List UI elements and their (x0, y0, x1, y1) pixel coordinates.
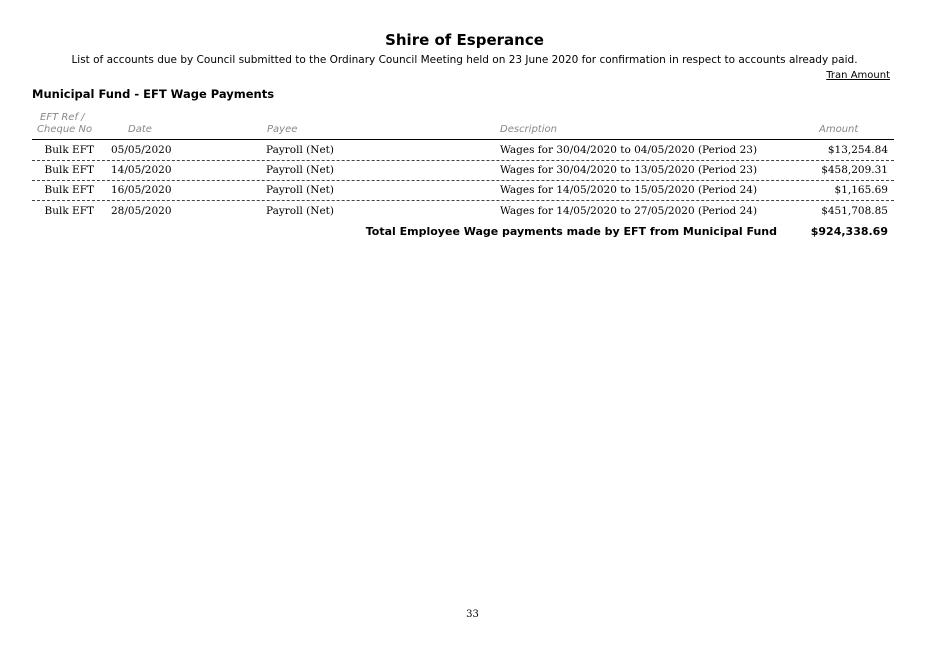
row-date: 14/05/2020 (111, 164, 172, 176)
row-description: Wages for 30/04/2020 to 04/05/2020 (Period 23) (500, 144, 758, 156)
row-payee: Payroll (Net) (266, 205, 334, 217)
row-ref: Bulk EFT (44, 164, 94, 176)
header-date: Date (128, 124, 152, 135)
row-payee: Payroll (Net) (266, 144, 334, 156)
row-date: 28/05/2020 (111, 205, 172, 217)
table-row (32, 180, 894, 201)
row-description: Wages for 14/05/2020 to 15/05/2020 (Period 24) (500, 184, 758, 196)
row-payee: Payroll (Net) (266, 164, 334, 176)
page-title: Shire of Esperance (385, 31, 544, 49)
page-subtitle: List of accounts due by Council submitted to the Ordinary Council Meeting held on 23 June 2020 for confirmation in respect to accounts already paid. (71, 54, 858, 66)
row-date: 16/05/2020 (111, 184, 172, 196)
row-amount: $1,165.69 (834, 184, 888, 196)
row-ref: Bulk EFT (44, 184, 94, 196)
row-payee: Payroll (Net) (266, 184, 334, 196)
total-label: Total Employee Wage payments made by EFT from Municipal Fund (365, 225, 777, 238)
table-row (32, 201, 894, 221)
table-row (32, 160, 894, 181)
tran-amount-label: Tran Amount (826, 70, 890, 81)
table-row (32, 140, 894, 161)
row-ref: Bulk EFT (44, 144, 94, 156)
total-amount: $924,338.69 (810, 225, 888, 238)
page-number: 33 (466, 609, 479, 620)
row-amount: $13,254.84 (827, 144, 888, 156)
row-amount: $458,209.31 (821, 164, 888, 176)
row-description: Wages for 14/05/2020 to 27/05/2020 (Period 24) (500, 205, 758, 217)
row-date: 05/05/2020 (111, 144, 172, 156)
header-ref-line1: EFT Ref / (40, 112, 85, 123)
header-ref-line2: Cheque No (37, 124, 93, 135)
row-ref: Bulk EFT (44, 205, 94, 217)
header-payee: Payee (267, 124, 298, 135)
section-title: Municipal Fund - EFT Wage Payments (32, 87, 275, 101)
header-description: Description (500, 124, 557, 135)
header-amount: Amount (819, 124, 859, 135)
row-amount: $451,708.85 (821, 205, 888, 217)
row-description: Wages for 30/04/2020 to 13/05/2020 (Period 23) (500, 164, 758, 176)
